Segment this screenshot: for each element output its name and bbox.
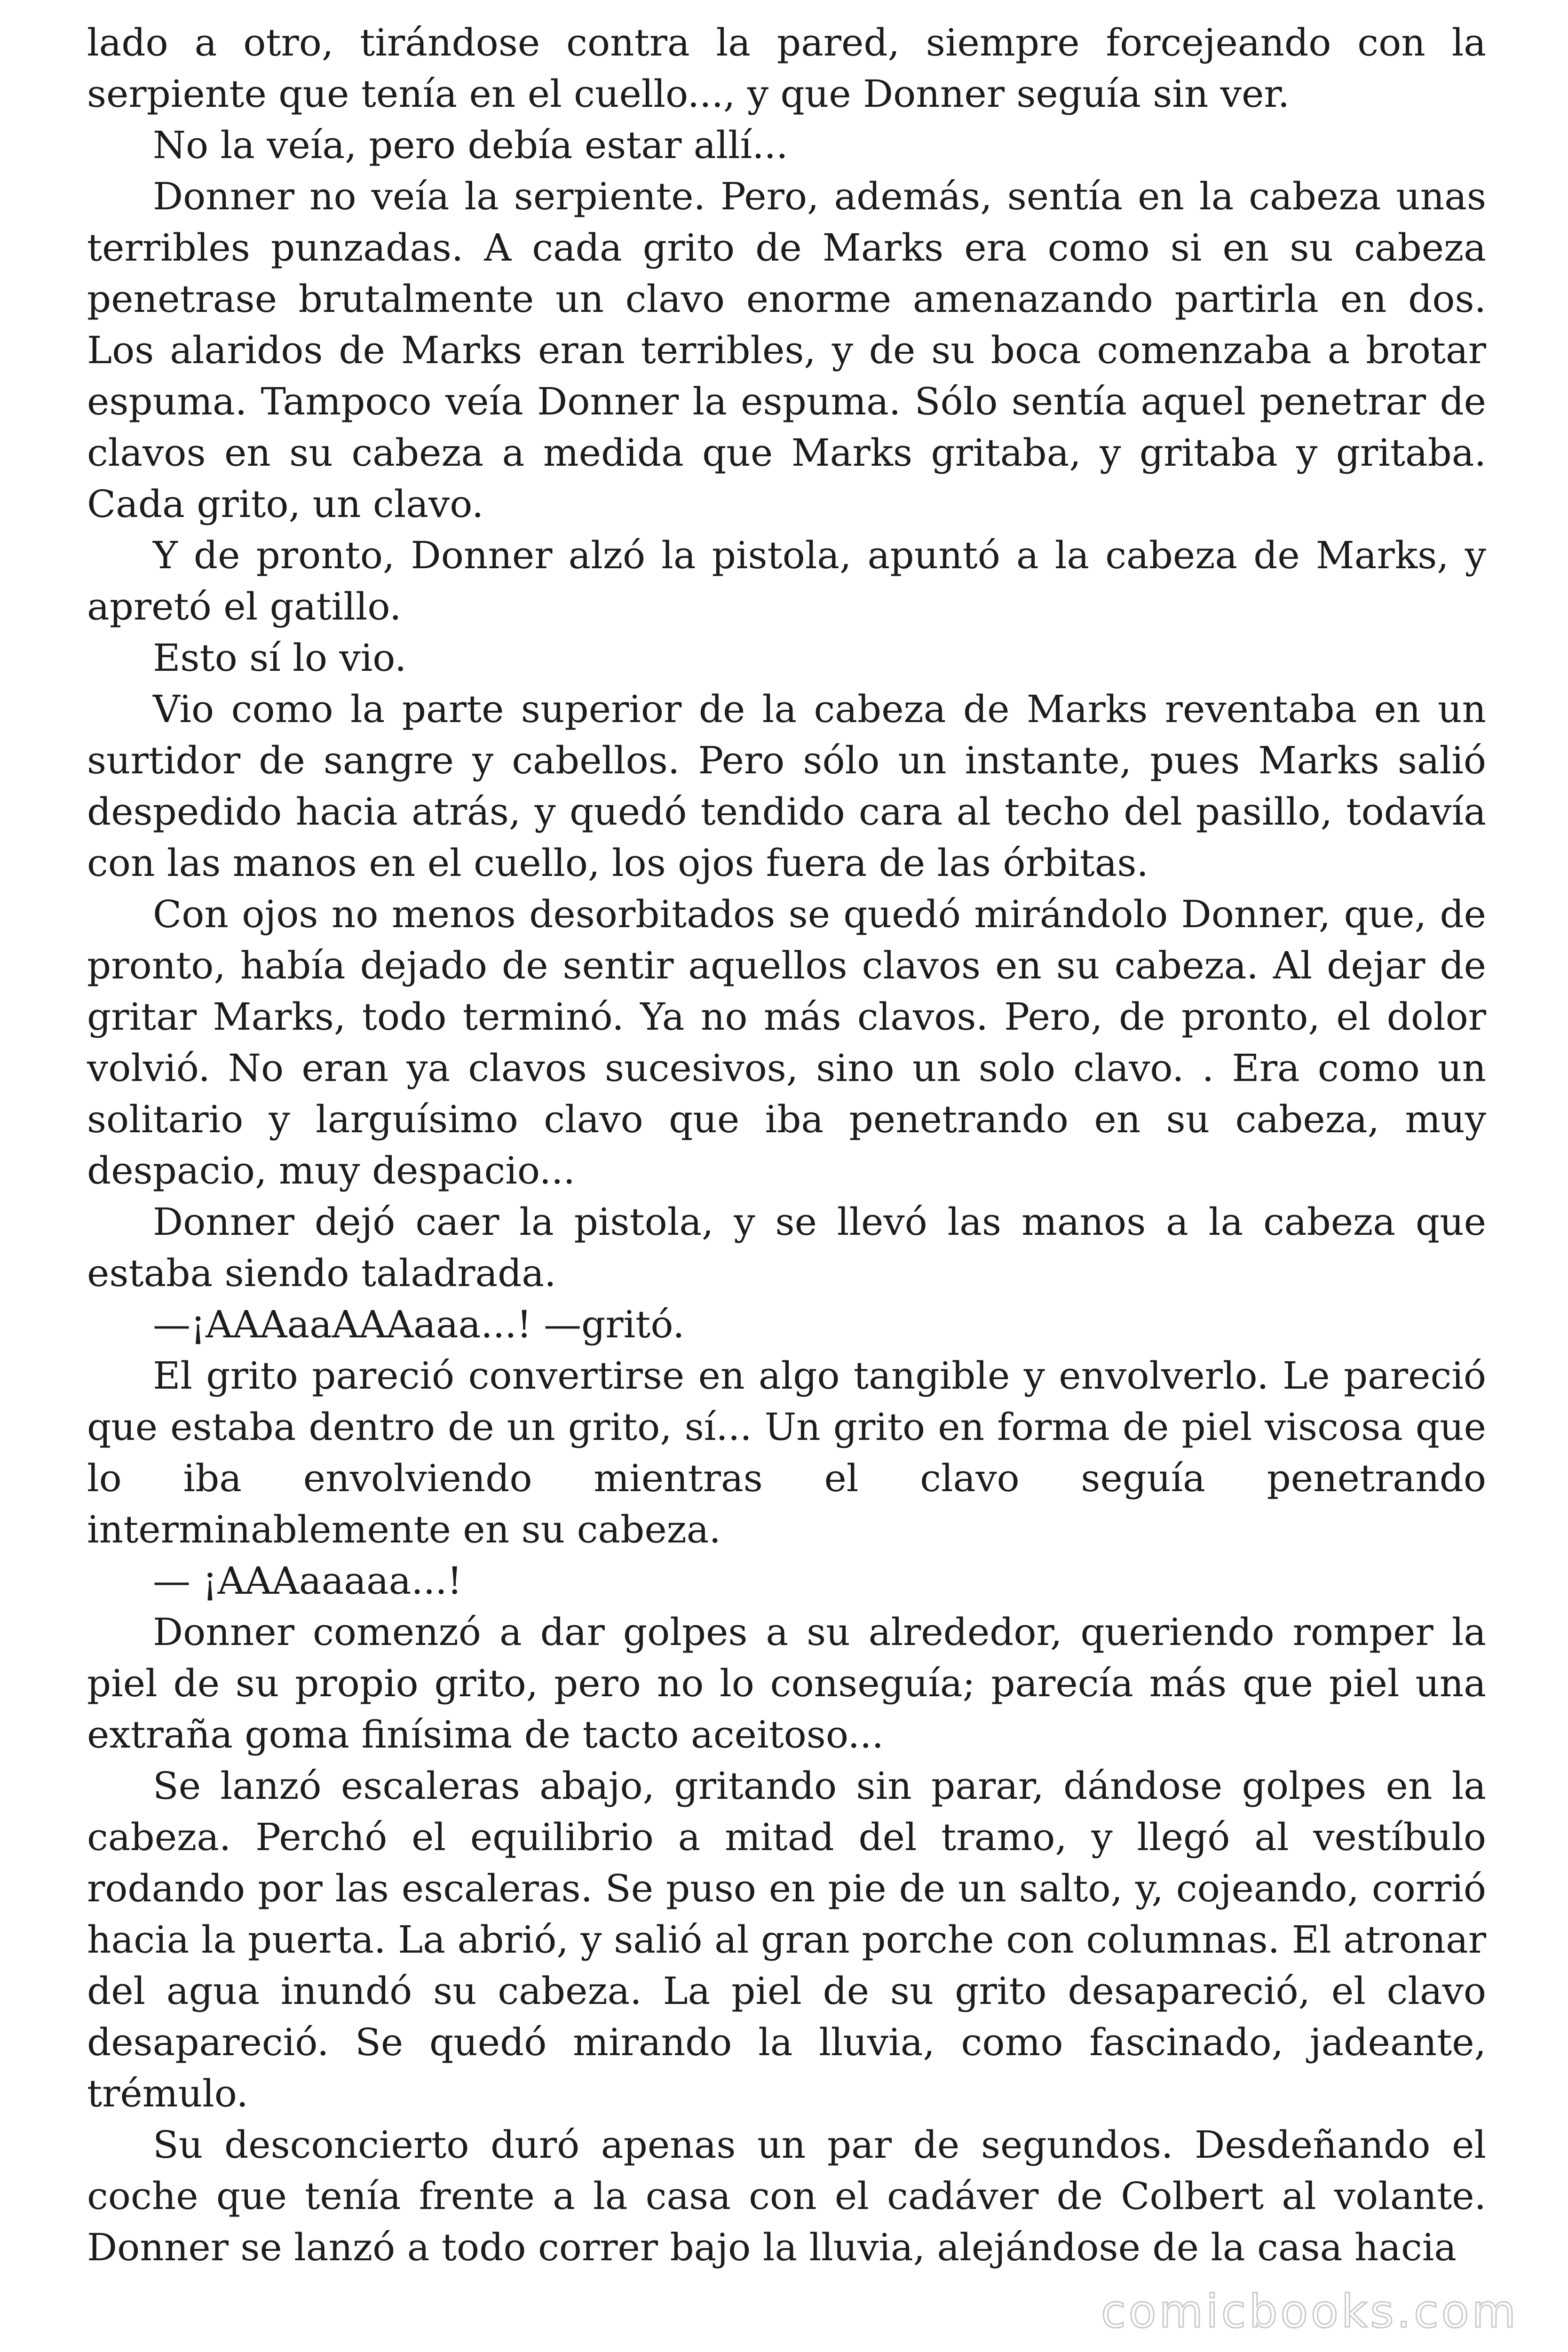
paragraph: Esto sí lo vio. [153, 636, 407, 680]
paragraph: Donner dejó caer la pistola, y se llevó las manos a la cabeza que estaba siendo taladrada. [87, 1200, 1486, 1295]
paragraph: Y de pronto, Donner alzó la pistola, apuntó a la cabeza de Marks, y apretó el gatillo. [87, 533, 1486, 628]
paragraph: El grito pareció convertirse en algo tangible y envolverlo. Le pareció que estaba dentro de un grito, sí... Un grito en forma de piel viscosa que lo iba envolviendo mientras el clavo seguía penetrando interminablemente en su cabeza. [87, 1354, 1486, 1551]
paragraph: Se lanzó escaleras abajo, gritando sin parar, dándose golpes en la cabeza. Perchó el equilibrio a mitad del tramo, y llegó al vestíbulo rodando por las escaleras. Se puso en pie de un salto, y, cojeando, corrió hacia la puerta. La abrió, y salió al gran porche con columnas. El atronar del agua inundó su cabeza. La piel de su grito desapareció, el clavo desapareció. Se quedó mirando la lluvia, como fascinado, jadeante, trémulo. [87, 1764, 1486, 2115]
paragraph: Vio como la parte superior de la cabeza de Marks reventaba en un surtidor de sangre y cabellos. Pero sólo un instante, pues Marks salió despedido hacia atrás, y quedó tendido cara al techo del pasillo, todavía con las manos en el cuello, los ojos fuera de las órbitas. [87, 687, 1486, 885]
watermark-text: comicbooks.com [1101, 2285, 1519, 2338]
paragraph: No la veía, pero debía estar allí... [153, 123, 788, 167]
paragraph: — ¡AAAaaaaa...! [153, 1559, 462, 1603]
paragraph: Su desconcierto duró apenas un par de segundos. Desdeñando el coche que tenía frente a la casa con el cadáver de Colbert al volante. Donner se lanzó a todo correr bajo la lluvia, alejándose de la casa hacia [87, 2123, 1486, 2269]
paragraph: Donner comenzó a dar golpes a su alrededor, queriendo romper la piel de su propio grito, pero no lo conseguía; parecía más que piel una extraña goma finísima de tacto aceitoso... [87, 1610, 1486, 1756]
paragraph: Con ojos no menos desorbitados se quedó mirándolo Donner, que, de pronto, había dejado de sentir aquellos clavos en su cabeza. Al dejar de gritar Marks, todo terminó. Ya no más clavos. Pero, de pronto, el dolor volvió. No eran ya clavos sucesivos, sino un solo clavo. . Era como un solitario y larguísimo clavo que iba penetrando en su cabeza, muy despacio, muy despacio... [87, 892, 1486, 1192]
page-text [87, 17, 1486, 2273]
paragraph: Donner no veía la serpiente. Pero, además, sentía en la cabeza unas terribles punzadas. A cada grito de Marks era como si en su cabeza penetrase brutalmente un clavo enorme amenazando partirla en dos. Los alaridos de Marks eran terribles, y de su boca comenzaba a brotar espuma. Tampoco veía Donner la espuma. Sólo sentía aquel penetrar de clavos en su cabeza a medida que Marks gritaba, y gritaba y gritaba. Cada grito, un clavo. [87, 175, 1486, 526]
paragraph: lado a otro, tirándose contra la pared, siempre forcejeando con la serpiente que tenía en el cuello..., y que Donner seguía sin ver. [87, 21, 1486, 116]
paragraph: —¡AAAaaAAAaaa...! —gritó. [153, 1303, 685, 1346]
